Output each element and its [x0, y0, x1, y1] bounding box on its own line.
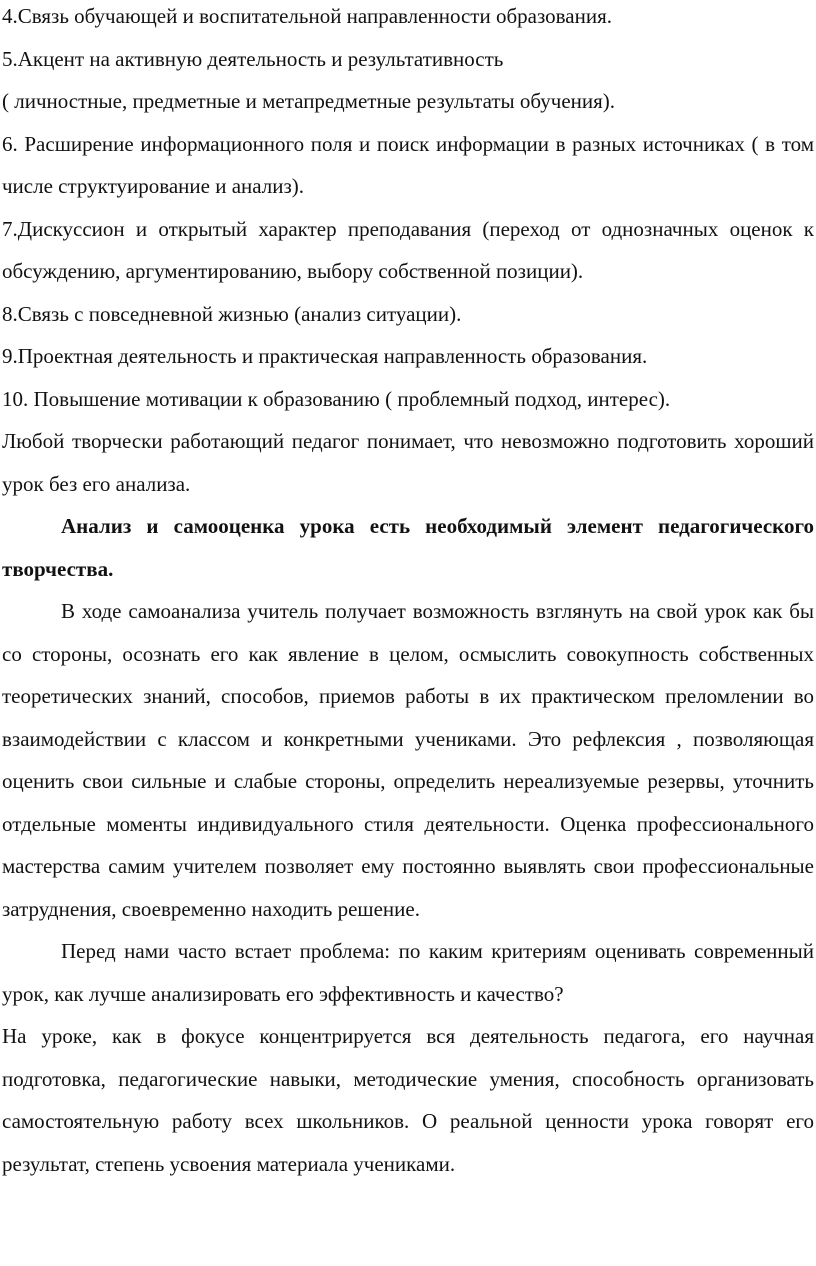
paragraph-self-analysis: В ходе самоанализа учитель получает возможность взглянуть на свой урок как бы со стороны, осознать его как явление в целом, осмыслить совокупность собственных теоретических знаний, способов, приемов работы в их практическом преломлении во взаимодействии с классом и конкретными учениками. Это рефлексия , позволяющая оценить свои сильные и слабые стороны, определить нереализуемые резервы, уточнить отдельные моменты индивидуального стиля деятельности. Оценка профессионального мастерства самим учителем позволяет ему постоянно выявлять свои профессиональные затруднения, своевременно находить решение. — [2, 599, 814, 921]
list-item-6: 6. Расширение информационного поля и поиск информации в разных источниках ( в том числе структуирование и анализ). — [2, 131, 814, 198]
list-item-7: 7.Дискуссион и открытый характер преподавания (переход от однозначных оценок к обсуждению, аргументированию, выбору собственной позиции). — [2, 216, 814, 283]
list-item-9: 9.Проектная деятельность и практическая направленность образования. — [2, 344, 648, 368]
paragraph-focus: На уроке, как в фокусе концентрируется вся деятельность педагога, его научная подготовка, педагогические навыки, методические умения, способность организовать самостоятельную работу всех школьников. О реальной ценности урока говорят его результат, степень усвоения материала учениками. — [2, 1024, 814, 1176]
paragraph-problem: Перед нами часто встает проблема: по каким критериям оценивать современный урок, как лучше анализировать его эффективность и качество? — [2, 939, 814, 1006]
intro-paragraph: Любой творчески работающий педагог понимает, что невозможно подготовить хороший урок без его анализа. — [2, 429, 814, 496]
list-item-4: 4.Связь обучающей и воспитательной направленности образования. — [2, 4, 612, 28]
bold-heading: Анализ и самооценка урока есть необходимый элемент педагогического творчества. — [2, 514, 814, 581]
list-item-8: 8.Связь с повседневной жизнью (анализ ситуации). — [2, 301, 462, 326]
list-item-5-continuation: ( личностные, предметные и метапредметные результаты обучения). — [2, 89, 616, 113]
list-item-10: 10. Повышение мотивации к образованию ( проблемный подход, интерес). — [2, 386, 671, 411]
list-item-5: 5.Акцент на активную деятельность и результативность — [2, 46, 504, 71]
